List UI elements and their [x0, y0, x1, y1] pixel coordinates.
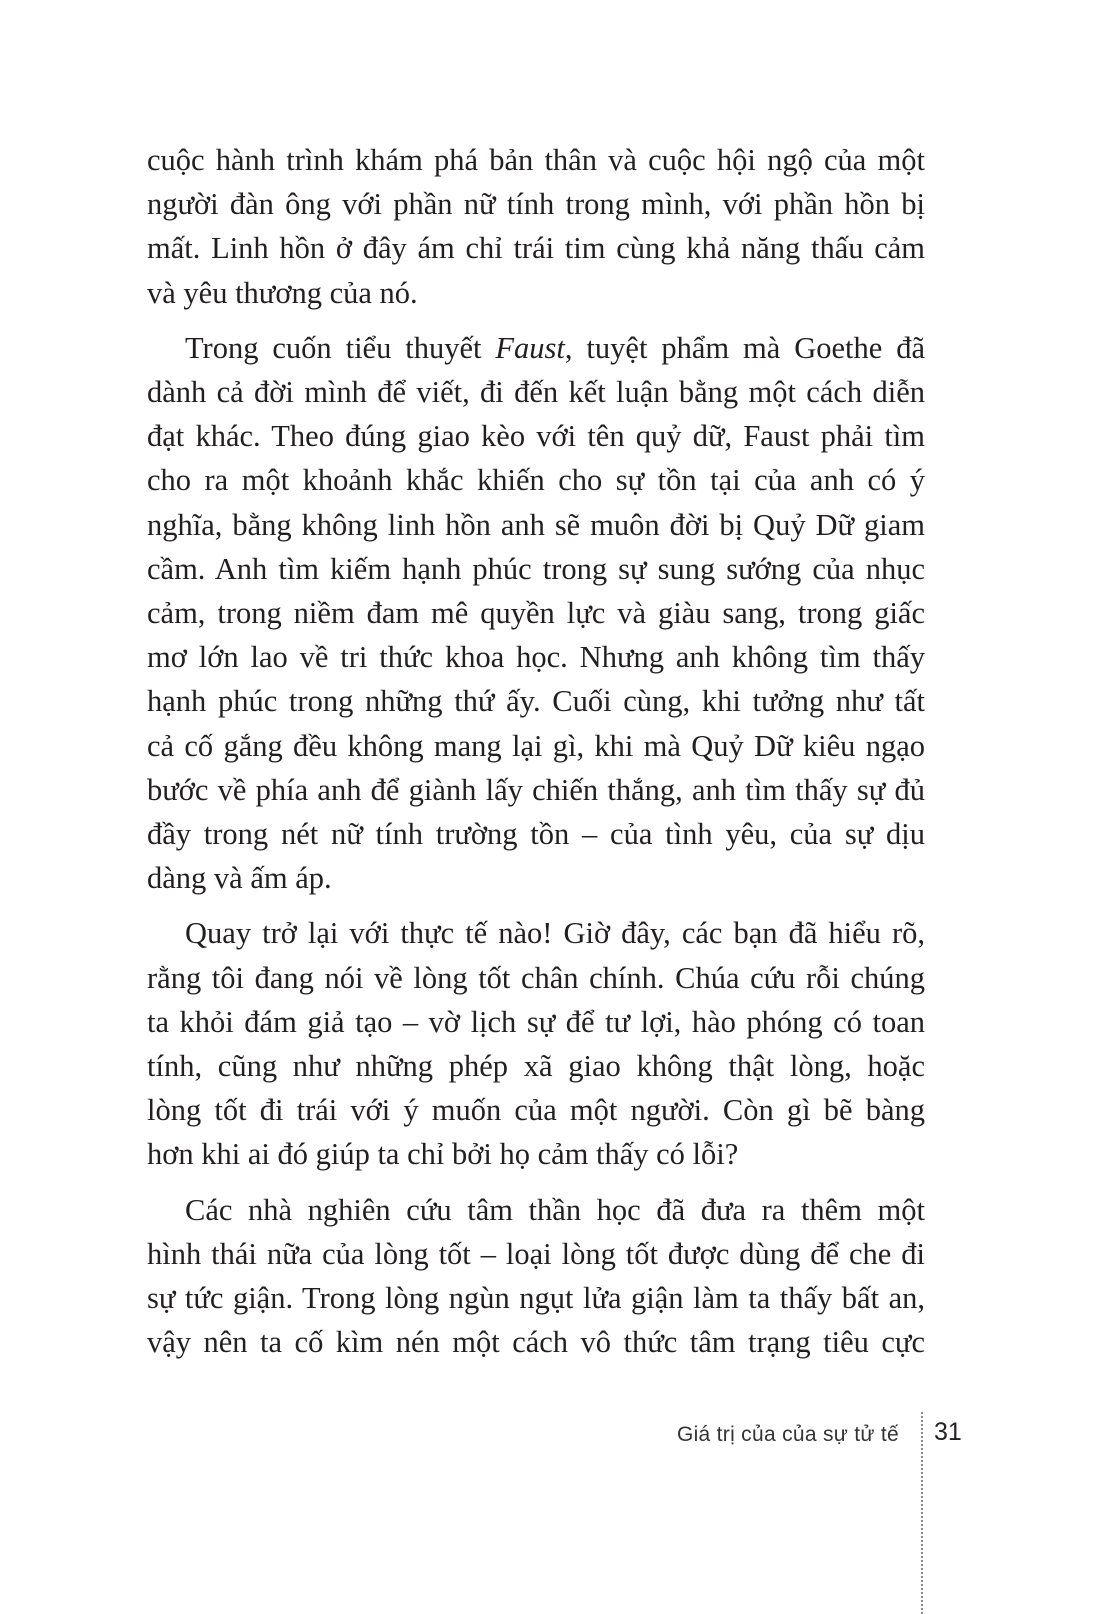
text-line: nghĩa, bằng không linh hồn anh sẽ muôn đời bị Quỷ Dữ giam: [147, 507, 925, 542]
text-line: mất. Linh hồn ở đây ám chỉ trái tim cùng khả năng thấu cảm: [147, 231, 925, 266]
text-line: lòng tốt đi trái với ý muốn của một người. Còn gì bẽ bàng: [147, 1093, 925, 1128]
text-line: rằng tôi đang nói về lòng tốt chân chính. Chúa cứu rỗi chúng: [147, 960, 925, 995]
text-line: tính, cũng như những phép xã giao không thật lòng, hoặc: [147, 1049, 925, 1084]
text-line: vậy nên ta cố kìm nén một cách vô thức tâm trạng tiêu cực: [147, 1325, 925, 1360]
book-title-faust: Faust: [495, 330, 565, 365]
text-line: Quay trở lại với thực tế nào! Giờ đây, các bạn đã hiểu rõ,: [185, 916, 925, 951]
page-number: 31: [934, 1418, 962, 1446]
text-line: đầy trong nét nữ tính trường tồn – của tình yêu, của sự dịu: [147, 817, 925, 852]
text-line: và yêu thương của nó.: [147, 275, 418, 310]
running-title: Giá trị của của sự tử tế: [676, 1423, 899, 1446]
text-line: hình thái nữa của lòng tốt – loại lòng tốt được dùng để che đi: [147, 1236, 925, 1271]
text-line: bước về phía anh để giành lấy chiến thắng, anh tìm thấy sự đủ: [147, 772, 925, 807]
text-line: dành cả đời mình để viết, đi đến kết luận bằng một cách diễn: [147, 375, 925, 410]
text-segment: , tuyệt phẩm mà Goethe đã: [564, 330, 925, 365]
paragraph-1: [147, 138, 925, 315]
text-line: dàng và ấm áp.: [147, 861, 332, 896]
text-line: mơ lớn lao về tri thức khoa học. Nhưng anh không tìm thấy: [147, 640, 925, 675]
text-line: [147, 326, 925, 370]
text-line: cho ra một khoảnh khắc khiến cho sự tồn tại của anh có ý: [147, 463, 925, 498]
text-line: cuộc hành trình khám phá bản thân và cuộc hội ngộ của một: [147, 143, 925, 177]
body-text: [147, 138, 925, 1375]
paragraph-3: [147, 911, 925, 1176]
paragraph-2: [147, 326, 925, 901]
paragraph-4: [147, 1188, 925, 1365]
text-line: Các nhà nghiên cứu tâm thần học đã đưa ra thêm một: [185, 1192, 925, 1227]
text-line: hơn khi ai đó giúp ta chỉ bởi họ cảm thấy có lỗi?: [147, 1137, 739, 1172]
text-line: cầm. Anh tìm kiếm hạnh phúc trong sự sung sướng của nhục: [147, 551, 925, 586]
text-line: người đàn ông với phần nữ tính trong mình, với phần hồn bị: [147, 187, 925, 222]
text-line: ta khỏi đám giả tạo – vờ lịch sự để tư lợi, hào phóng có toan: [147, 1004, 925, 1039]
text-line: cả cố gắng đều không mang lại gì, khi mà Quỷ Dữ kiêu ngạo: [147, 728, 925, 763]
footer-divider: [921, 1412, 923, 1614]
text-line: hạnh phúc trong những thứ ấy. Cuối cùng, khi tưởng như tất: [147, 684, 925, 719]
text-segment: Trong cuốn tiểu thuyết: [185, 330, 496, 365]
text-line: đạt khác. Theo đúng giao kèo với tên quỷ dữ, Faust phải tìm: [147, 419, 925, 454]
text-line: cảm, trong niềm đam mê quyền lực và giàu sang, trong giấc: [147, 596, 925, 631]
text-line: sự tức giận. Trong lòng ngùn ngụt lửa giận làm ta thấy bất an,: [147, 1281, 925, 1316]
